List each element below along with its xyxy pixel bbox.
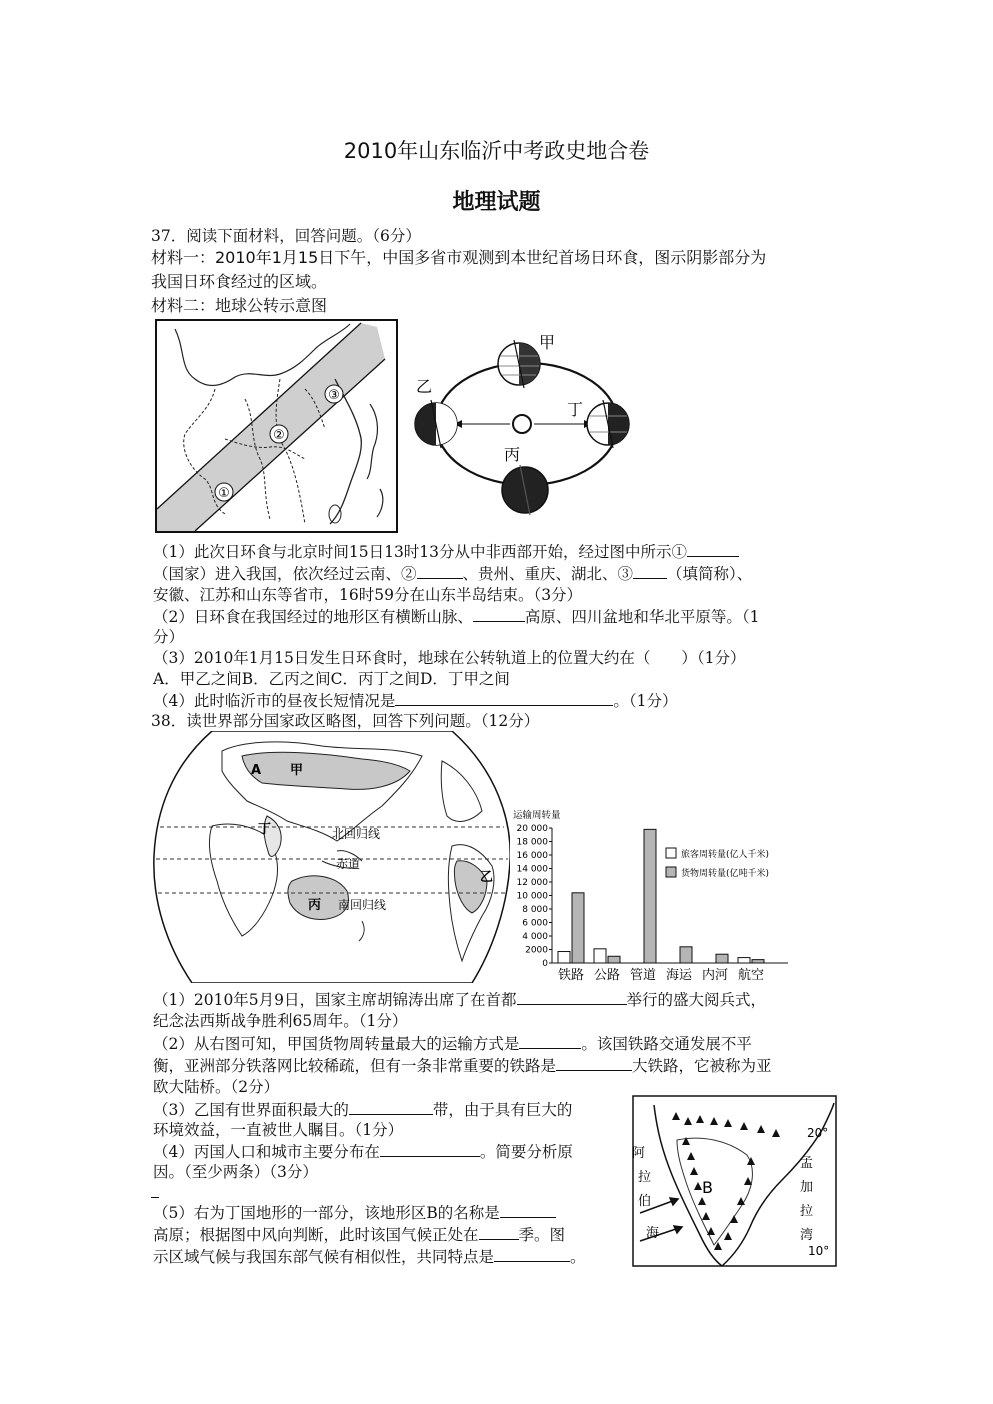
x-category-label: 铁路 bbox=[557, 968, 585, 983]
y-tick-label: 0 bbox=[542, 959, 548, 969]
map-marker-3: ③ bbox=[328, 388, 340, 403]
q37-s1-line2: （国家）进入我国，依次经过云南、② 、贵州、重庆、湖北、③ （填简称）、 bbox=[153, 565, 753, 583]
stray-mark bbox=[151, 1197, 159, 1198]
label-arabian-2: 拉 bbox=[638, 1170, 652, 1185]
bar-freight-5 bbox=[752, 960, 764, 963]
y-tick-label: 12 000 bbox=[516, 878, 548, 888]
map-label-equator: 赤道 bbox=[336, 857, 361, 871]
y-tick-label: 10 000 bbox=[516, 891, 548, 902]
answer-blank[interactable] bbox=[687, 541, 739, 557]
y-tick-label: 18 000 bbox=[516, 837, 548, 848]
label-bengal-4: 湾 bbox=[800, 1228, 814, 1243]
china-eclipse-map bbox=[155, 319, 398, 533]
answer-blank[interactable] bbox=[519, 1033, 581, 1049]
label-bengal-1: 孟 bbox=[800, 1156, 814, 1171]
answer-blank[interactable] bbox=[500, 1202, 556, 1218]
orbit-label-ding: 丁 bbox=[567, 400, 584, 419]
q37-s3-options: A．甲乙之间B．乙丙之间C．丙丁之间D．丁甲之间 bbox=[153, 670, 510, 688]
x-category-label: 航空 bbox=[737, 968, 765, 983]
earth-bing bbox=[502, 465, 548, 515]
x-category-label: 内河 bbox=[701, 968, 729, 983]
earth-yi bbox=[415, 400, 457, 448]
answer-blank[interactable] bbox=[517, 989, 627, 1005]
answer-blank[interactable] bbox=[556, 1055, 632, 1071]
earth-orbit-diagram bbox=[412, 320, 642, 525]
y-tick-label: 16 000 bbox=[516, 851, 548, 861]
answer-blank[interactable] bbox=[349, 1099, 433, 1115]
q37-material1-line1: 材料一：2010年1月15日下午，中国多省市观测到本世纪首场日环食，图示阴影部分为 bbox=[151, 248, 767, 267]
exam-title: 2010年山东临沂中考政史地合卷 bbox=[343, 139, 650, 163]
answer-blank[interactable] bbox=[473, 606, 525, 622]
q37-s2-line2: 分） bbox=[153, 628, 185, 646]
orbit-label-yi: 乙 bbox=[416, 377, 433, 396]
x-category-label: 海运 bbox=[665, 968, 693, 983]
map-label-tropic-north: 北回归线 bbox=[332, 827, 381, 841]
answer-blank[interactable] bbox=[479, 1224, 519, 1240]
answer-blank[interactable] bbox=[395, 690, 613, 706]
map-label-tropic-south: 南回归线 bbox=[338, 898, 387, 912]
bar-passenger-1 bbox=[594, 949, 606, 963]
legend-swatch-freight bbox=[666, 867, 676, 877]
q38-s5-line2: 高原；根据图中风向判断，此时该国气候正处在 季。图 bbox=[153, 1226, 566, 1244]
world-political-map bbox=[152, 731, 510, 983]
y-tick-label: 14 000 bbox=[516, 864, 548, 875]
q37-material1-line2: 我国日环食经过的区域。 bbox=[151, 272, 328, 291]
q38-s1-line1: （1）2010年5月9日，国家主席胡锦涛出席了在首都 举行的盛大阅兵式， bbox=[153, 991, 767, 1009]
y-tick-label: 4 000 bbox=[522, 932, 548, 942]
q38-s3-line1: （3）乙国有世界面积最大的 带，由于具有巨大的 bbox=[153, 1101, 573, 1119]
bar-passenger-5 bbox=[738, 958, 750, 963]
legend-passenger: 旅客周转量(亿人千米) bbox=[681, 850, 770, 860]
q37-s4: （4）此时临沂市的昼夜长短情况是 。（1分） bbox=[153, 692, 678, 710]
map-label-bing: 丙 bbox=[308, 898, 322, 913]
q38-s5-line1: （5）右为丁国地形的一部分，该地形区B的名称是 bbox=[153, 1202, 556, 1223]
bar-freight-1 bbox=[608, 956, 620, 963]
bar-freight-4 bbox=[716, 954, 728, 963]
earth-ding bbox=[587, 400, 629, 448]
y-tick-label: 2000 bbox=[525, 945, 548, 956]
q37-s3-line1: （3）2010年1月15日发生日环食时，地球在公转轨道上的位置大约在（ ）（1分） bbox=[153, 649, 746, 667]
q38-s1-line2: 纪念法西斯战争胜利65周年。（1分） bbox=[153, 1012, 408, 1030]
q38-s2-line2: 衡，亚洲部分铁落网比较稀疏，但有一条非常重要的铁路是 大铁路，它被称为亚 bbox=[153, 1057, 772, 1075]
legend-freight: 货物周转量(亿吨千米) bbox=[681, 869, 770, 879]
q37-material2: 材料二：地球公转示意图 bbox=[151, 296, 328, 315]
map-marker-2: ② bbox=[273, 428, 285, 443]
legend-swatch-passenger bbox=[666, 848, 676, 858]
bar-freight-3 bbox=[680, 947, 692, 963]
q37-stem: 37．阅读下面材料，回答问题。（6分） bbox=[151, 227, 421, 245]
answer-blank[interactable] bbox=[417, 563, 463, 579]
chart-ylabel: 运输周转量 bbox=[513, 810, 561, 821]
label-arabian-1: 阿 bbox=[632, 1146, 646, 1161]
answer-blank[interactable] bbox=[633, 563, 667, 579]
q38-s2-line1: （2）从右图可知，甲国货物周转量最大的运输方式是 。该国铁路交通发展不平 bbox=[153, 1035, 752, 1053]
bar-freight-2 bbox=[644, 829, 656, 963]
q38-s4-line2: 因。（至少两条）（3分） bbox=[153, 1163, 318, 1181]
orbit-label-bing: 丙 bbox=[504, 445, 521, 464]
x-category-label: 管道 bbox=[629, 968, 657, 983]
q37-s2-line1: （2）日环食在我国经过的地形区有横断山脉、 高原、四川盆地和华北平原等。（1 bbox=[153, 608, 760, 626]
y-tick-label: 20 000 bbox=[516, 824, 548, 834]
y-tick-label: 8 000 bbox=[522, 905, 548, 915]
q38-s4-line1: （4）丙国人口和城市主要分布在 。简要分析原 bbox=[153, 1143, 573, 1161]
map-label-jia: 甲 bbox=[290, 763, 304, 778]
orbit-label-jia: 甲 bbox=[539, 333, 556, 352]
section-title: 地理试题 bbox=[452, 189, 541, 215]
india-terrain-map bbox=[632, 1095, 837, 1267]
label-arabian-3: 伯 bbox=[638, 1194, 652, 1209]
map-label-yi: 乙 bbox=[480, 870, 494, 885]
q38-s2-line3: 欧大陆桥。（2分） bbox=[153, 1078, 280, 1096]
label-plateau-b: B bbox=[702, 1178, 713, 1197]
y-tick-label: 6 000 bbox=[522, 918, 548, 929]
map-label-a: A bbox=[251, 763, 262, 778]
answer-blank[interactable] bbox=[380, 1141, 480, 1157]
x-category-label: 公路 bbox=[593, 968, 621, 983]
q38-stem: 38．读世界部分国家政区略图，回答下列问题。（12分） bbox=[151, 712, 540, 730]
q37-s1-line1: （1）此次日环食与北京时间15日13时13分从中非西部开始，经过图中所示① bbox=[153, 541, 739, 562]
map-label-ding: 丁 bbox=[258, 822, 272, 837]
sun-icon bbox=[513, 415, 531, 433]
q38-s3-line2: 环境效益，一直被世人瞩目。（1分） bbox=[153, 1121, 404, 1139]
q37-s1-line3: 安徽、江苏和山东等省市，16时59分在山东半岛结束。（3分） bbox=[153, 586, 583, 604]
q38-s5-line3: 示区域气候与我国东部气候有相似性，共同特点是 。 bbox=[153, 1248, 586, 1266]
label-arabian-4: 海 bbox=[646, 1226, 660, 1241]
bar-freight-0 bbox=[572, 893, 584, 963]
label-lat-10: 10° bbox=[808, 1244, 830, 1258]
map-marker-1: ① bbox=[218, 486, 230, 501]
transport-bar-chart bbox=[508, 806, 808, 988]
label-bengal-3: 拉 bbox=[800, 1204, 814, 1219]
bar-passenger-0 bbox=[558, 952, 570, 963]
label-lat-20: 20° bbox=[807, 1126, 829, 1140]
answer-blank[interactable] bbox=[494, 1246, 570, 1262]
label-bengal-2: 加 bbox=[800, 1180, 814, 1195]
earth-jia bbox=[498, 340, 540, 388]
